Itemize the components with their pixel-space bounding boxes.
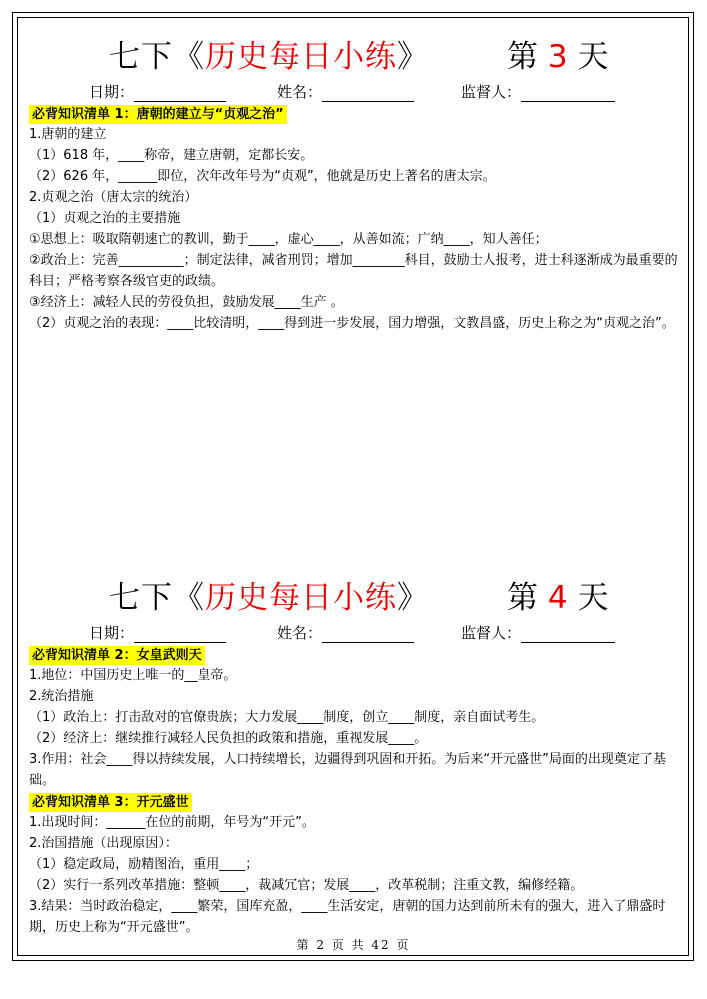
knowledge-heading: 必背知识清单 3：开元盛世 bbox=[29, 791, 681, 812]
date-blank[interactable] bbox=[134, 87, 226, 102]
day-label: 第 4 天 bbox=[507, 580, 609, 616]
sheet-title bbox=[29, 35, 681, 79]
text-line: （1）政治上：打击敌对的官僚贵族；大力发展____制度，创立____制度，亲自面试考生。 bbox=[29, 710, 545, 725]
text-line: 1.出现时间：______在位的前期，年号为“开元”。 bbox=[29, 815, 315, 830]
name-blank[interactable] bbox=[322, 628, 414, 643]
supervisor-blank[interactable] bbox=[521, 87, 615, 102]
supervisor-blank[interactable] bbox=[521, 628, 615, 643]
text-line: （2）626 年，______即位，次年改年号为“贞观”，他就是历史上著名的唐太宗。 bbox=[29, 169, 496, 184]
text-line: （2）实行一系列改革措施：整顿____，裁减冗官；发展____，改革税制；注重文教，编修经籍。 bbox=[29, 878, 584, 893]
day-label: 第 3 天 bbox=[507, 39, 609, 75]
supervisor-field[interactable]: 监督人： bbox=[461, 81, 615, 102]
name-field[interactable]: 姓名： bbox=[277, 81, 414, 102]
text-line: ③经济上：减轻人民的劳役负担，鼓励发展____生产 。 bbox=[29, 295, 344, 310]
text-line: ②政治上：完善__________；制定法律，减省刑罚；增加________科目，鼓励士人报考，进士科逐渐成为最重要的科目；严格考察各级官吏的政绩。 bbox=[29, 253, 678, 289]
text-line: 1.唐朝的建立 bbox=[29, 127, 107, 142]
text-line: 1.地位：中国历史上唯一的__皇帝。 bbox=[29, 668, 237, 683]
text-line: （2）经济上：继续推行减轻人民负担的政策和措施，重视发展____。 bbox=[29, 731, 428, 746]
text-line: 2.治国措施（出现原因）： bbox=[29, 836, 178, 851]
title-name: 七下《历史每日小练》 bbox=[109, 580, 429, 616]
text-line: （1）稳定政局，励精图治，重用____； bbox=[29, 857, 259, 872]
text-line: （1）贞观之治的主要措施 bbox=[29, 211, 181, 226]
date-field[interactable]: 日期： bbox=[89, 81, 226, 102]
name-field[interactable]: 姓名： bbox=[277, 622, 414, 643]
date-field[interactable]: 日期： bbox=[89, 622, 226, 643]
supervisor-field[interactable]: 监督人： bbox=[461, 622, 615, 643]
text-line: 3.结果：当时政治稳定，____繁荣，国库充盈，____生活安定，唐朝的国力达到前所未有的强大，进入了鼎盛时期，历史上称为“开元盛世”。 bbox=[29, 899, 666, 935]
knowledge-heading: 必背知识清单 2：女皇武则天 bbox=[29, 644, 681, 665]
info-fields bbox=[29, 79, 681, 103]
text-line: （1）618 年，____称帝，建立唐朝，定都长安。 bbox=[29, 148, 314, 163]
text-line: ①思想上：吸取隋朝速亡的教训，勤于____，虚心____，从善如流；广纳____，知人善任； bbox=[29, 232, 548, 247]
practice-sheet-day-3 bbox=[29, 35, 681, 334]
sheet-title bbox=[29, 576, 681, 620]
name-blank[interactable] bbox=[322, 87, 414, 102]
text-line: （2）贞观之治的表现：____比较清明，____得到进一步发展，国力增强，文教昌盛，历史上称之为“贞观之治”。 bbox=[29, 316, 675, 331]
text-line: 2.统治措施 bbox=[29, 689, 94, 704]
info-fields bbox=[29, 620, 681, 644]
text-line: 2.贞观之治（唐太宗的统治） bbox=[29, 190, 198, 205]
practice-sheet-day-4 bbox=[29, 576, 681, 938]
date-blank[interactable] bbox=[134, 628, 226, 643]
knowledge-heading: 必背知识清单 1：唐朝的建立与“贞观之治” bbox=[29, 103, 681, 124]
page-number: 第 2 页 共 42 页 bbox=[296, 938, 411, 952]
title-name: 七下《历史每日小练》 bbox=[109, 39, 429, 75]
text-line: 3.作用：社会____得以持续发展，人口持续增长，边疆得到巩固和开拓。为后来“开元盛世”局面的出现奠定了基础。 bbox=[29, 752, 666, 788]
